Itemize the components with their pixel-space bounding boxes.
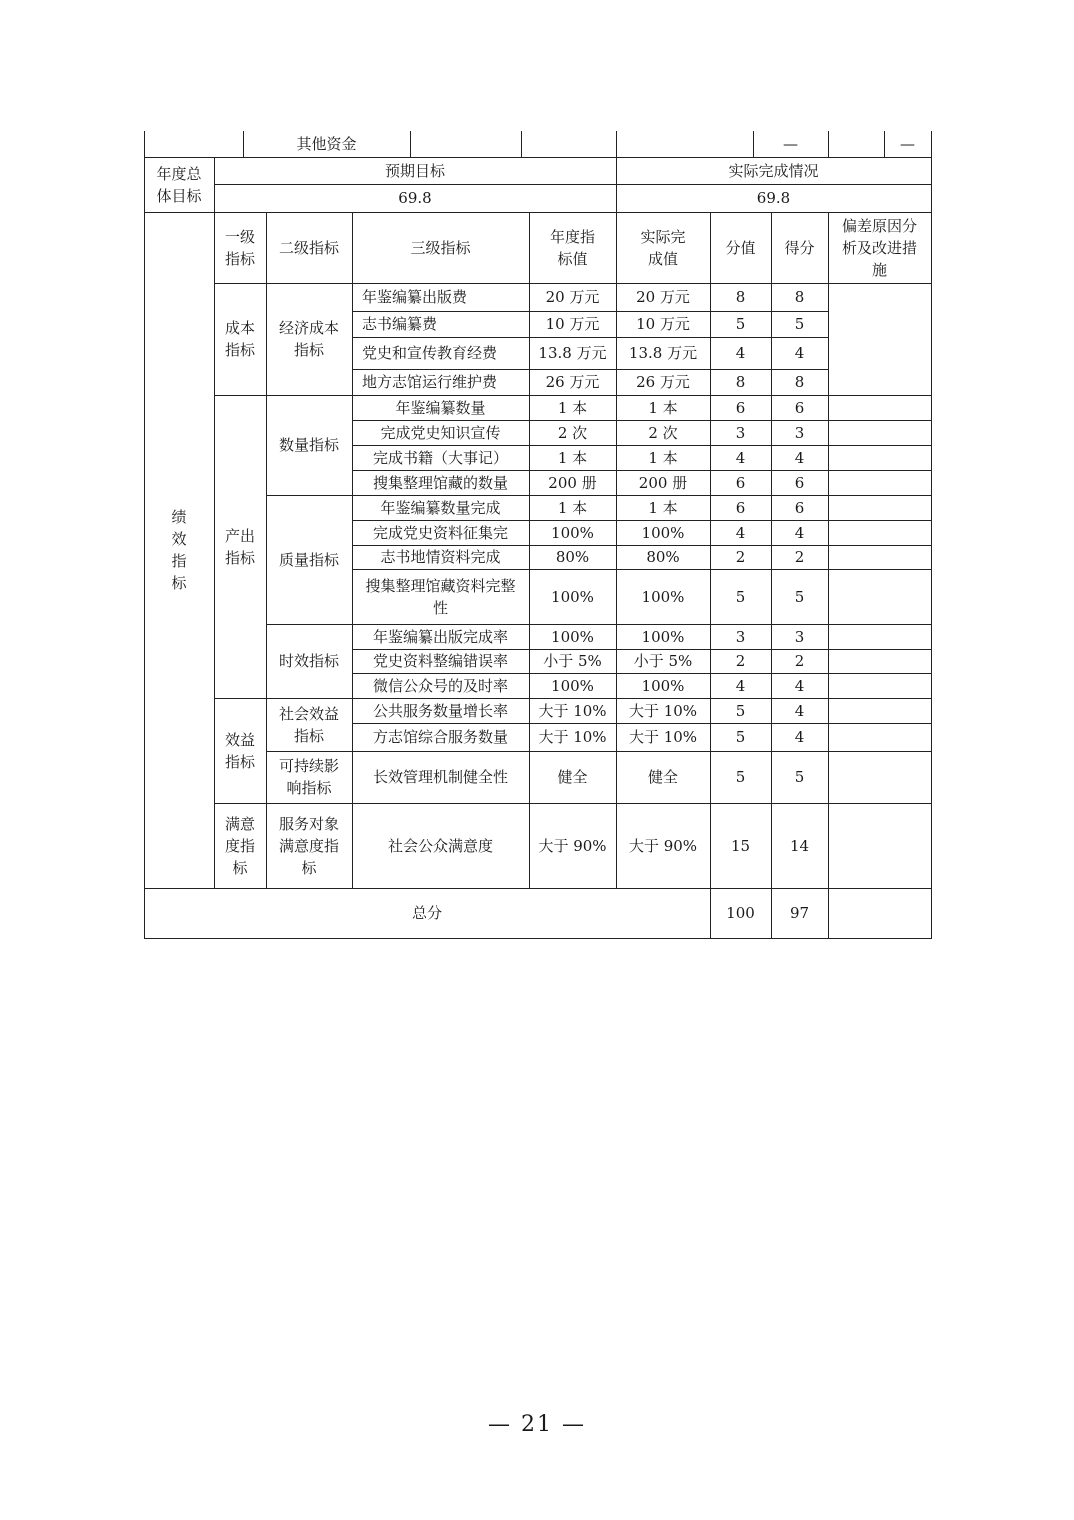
indicator-actual: 1 本 — [648, 448, 678, 467]
indicator-score: 5 — [794, 768, 805, 786]
indicator-score: 14 — [789, 836, 810, 855]
indicator-name: 社会公众满意度 — [387, 836, 493, 855]
indicator-name: 志书地情资料完成 — [380, 548, 501, 566]
indicator-score: 8 — [794, 373, 805, 391]
table-rule — [144, 938, 932, 939]
indicator-score: 4 — [794, 701, 805, 720]
indicator-points: 8 — [735, 288, 746, 306]
indicator-target: 大于 10% — [538, 728, 607, 746]
indicator-score: 4 — [794, 448, 805, 467]
level2-service — [266, 803, 352, 888]
indicator-target: 1 本 — [557, 448, 588, 467]
header-target — [529, 212, 616, 283]
indicator-name: 微信公众号的及时率 — [372, 676, 508, 695]
indicator-target: 1 本 — [557, 398, 588, 417]
table-rule — [828, 283, 932, 284]
indicator-points: 2 — [735, 652, 746, 670]
indicator-points: 2 — [735, 548, 746, 566]
indicator-points: 4 — [735, 523, 746, 542]
table-rule — [828, 131, 829, 158]
header-actual-text: 实际完成值 — [640, 227, 686, 268]
indicator-points: 5 — [735, 587, 746, 606]
indicator-points: 15 — [730, 836, 751, 855]
level2-quality: 质量指标 — [278, 550, 339, 569]
table-rule — [144, 131, 145, 158]
header-score: 得分 — [784, 238, 815, 257]
actual-goal-value: 69.8 — [756, 189, 791, 207]
level2-service-text: 服务对象满意度指标 — [278, 814, 339, 877]
indicator-target: 200 册 — [548, 473, 597, 492]
indicator-points: 4 — [735, 676, 746, 695]
header-level1-text: 一级指标 — [224, 227, 255, 268]
indicator-target: 100% — [551, 676, 594, 695]
indicator-name-text: 搜集整理馆藏资料完整性 — [365, 576, 516, 617]
indicator-target: 26 万元 — [545, 373, 600, 391]
perf-indicator-label-text: 绩效指标 — [171, 508, 187, 592]
indicator-name: 党史和宣传教育经费 — [362, 344, 498, 362]
indicator-target: 1 本 — [557, 498, 588, 517]
indicator-actual: 大于 10% — [628, 728, 698, 746]
level1-satisfaction — [214, 803, 266, 888]
page-number: — 21 — — [488, 1412, 586, 1437]
indicator-name: 地方志馆运行维护费 — [362, 373, 498, 391]
level2-sustain — [266, 751, 352, 803]
indicator-target: 13.8 万元 — [538, 344, 607, 362]
header-points: 分值 — [725, 238, 756, 257]
indicator-target: 健全 — [557, 768, 588, 786]
indicator-actual: 健全 — [647, 768, 678, 786]
header-deviation — [828, 212, 931, 283]
indicator-actual: 大于 10% — [628, 701, 698, 720]
annual-goal-label-text: 年度总体目标 — [156, 164, 202, 205]
indicator-points: 8 — [735, 373, 746, 391]
indicator-name: 长效管理机制健全性 — [372, 768, 508, 786]
indicator-points: 5 — [735, 768, 746, 786]
indicator-target: 小于 5% — [543, 652, 602, 670]
table-rule — [616, 131, 617, 158]
dash-cell: — — [900, 135, 915, 153]
indicator-points: 3 — [735, 627, 746, 646]
indicator-name: 志书编纂费 — [362, 315, 438, 333]
expected-goal-value: 69.8 — [398, 189, 432, 207]
level1-cost-text: 成本指标 — [224, 319, 255, 359]
perf-indicator-label — [144, 212, 214, 888]
indicator-points: 3 — [735, 423, 746, 442]
indicator-target: 100% — [551, 627, 594, 646]
indicator-score: 4 — [794, 344, 805, 362]
indicator-name: 完成党史资料征集完 — [372, 523, 508, 542]
indicator-name: 搜集整理馆藏的数量 — [372, 473, 508, 492]
indicator-points: 6 — [735, 473, 746, 492]
level1-output — [214, 395, 266, 698]
indicator-actual: 100% — [641, 587, 685, 606]
level1-benefit — [214, 698, 266, 803]
indicator-actual: 13.8 万元 — [628, 344, 698, 362]
level2-timeliness: 时效指标 — [278, 652, 339, 670]
level1-benefit-text: 效益指标 — [224, 730, 255, 771]
total-score: 97 — [789, 904, 810, 922]
dash-cell: — — [783, 135, 798, 153]
level2-econ-cost — [266, 283, 352, 395]
indicator-actual: 大于 90% — [628, 836, 698, 855]
indicator-score: 2 — [794, 652, 805, 670]
indicator-score: 5 — [794, 315, 805, 333]
indicator-actual: 1 本 — [648, 498, 678, 517]
total-label: 总分 — [411, 904, 442, 922]
indicator-name: 完成党史知识宣传 — [380, 423, 501, 442]
indicator-name: 党史资料整编错误率 — [372, 652, 508, 670]
indicator-actual: 100% — [641, 676, 685, 695]
indicator-points: 4 — [735, 448, 746, 467]
table-rule — [828, 888, 829, 939]
expected-goal-header: 预期目标 — [384, 161, 445, 180]
indicator-points: 5 — [735, 728, 746, 746]
indicator-name: 完成书籍（大事记） — [372, 448, 508, 467]
indicator-score: 6 — [794, 398, 805, 417]
indicator-points: 5 — [735, 315, 746, 333]
indicator-score: 8 — [794, 288, 805, 306]
indicator-actual: 2 次 — [648, 423, 678, 442]
level1-output-text: 产出指标 — [224, 526, 255, 567]
indicator-actual: 100% — [641, 627, 685, 646]
indicator-score: 5 — [794, 587, 805, 606]
level2-sustain-text: 可持续影响指标 — [278, 757, 339, 797]
indicator-score: 2 — [794, 548, 805, 566]
indicator-name: 公共服务数量增长率 — [372, 701, 508, 720]
indicator-actual: 200 册 — [638, 473, 688, 492]
indicator-name: 年鉴编纂出版费 — [362, 288, 468, 306]
indicator-target: 10 万元 — [545, 315, 600, 333]
header-level3: 三级指标 — [410, 238, 471, 257]
table-rule — [828, 212, 829, 889]
level1-cost — [214, 283, 266, 395]
indicator-score: 3 — [794, 627, 805, 646]
level2-social-text: 社会效益指标 — [278, 704, 339, 745]
indicator-name — [352, 569, 529, 624]
indicator-name: 方志馆综合服务数量 — [372, 728, 508, 746]
level2-econ-cost-text: 经济成本指标 — [278, 319, 339, 359]
indicator-actual: 10 万元 — [636, 315, 690, 333]
indicator-actual: 1 本 — [648, 398, 678, 417]
actual-status-header: 实际完成情况 — [728, 161, 819, 180]
indicator-score: 4 — [794, 728, 805, 746]
indicator-target: 20 万元 — [545, 288, 600, 306]
indicator-target: 100% — [551, 523, 594, 542]
indicator-name: 年鉴编纂出版完成率 — [372, 627, 508, 646]
other-funds-label: 其他资金 — [296, 135, 357, 153]
total-points: 100 — [726, 904, 755, 922]
indicator-name: 年鉴编纂数量 — [395, 398, 486, 417]
header-target-text: 年度指标值 — [549, 227, 595, 268]
header-deviation-text: 偏差原因分析及改进措施 — [841, 216, 917, 279]
indicator-name: 年鉴编纂数量完成 — [380, 498, 501, 517]
indicator-points: 5 — [735, 701, 746, 720]
table-rule — [931, 212, 932, 939]
indicator-actual: 80% — [646, 548, 680, 566]
indicator-target: 80% — [555, 548, 590, 566]
header-actual — [616, 212, 710, 283]
indicator-score: 3 — [794, 423, 805, 442]
indicator-points: 4 — [735, 344, 746, 362]
indicator-score: 4 — [794, 676, 805, 695]
indicator-points: 6 — [735, 498, 746, 517]
indicator-actual: 26 万元 — [636, 373, 690, 391]
table-rule — [931, 157, 932, 213]
table-rule — [828, 395, 932, 396]
indicator-score: 4 — [794, 523, 805, 542]
header-level1 — [214, 212, 266, 283]
header-level2: 二级指标 — [278, 238, 339, 257]
annual-goal-label — [144, 157, 214, 212]
indicator-target: 100% — [551, 587, 594, 606]
indicator-score: 6 — [794, 473, 805, 492]
table-rule — [521, 131, 522, 158]
indicator-target: 大于 10% — [538, 701, 607, 720]
level1-satisfaction-text: 满意度指标 — [224, 814, 255, 877]
indicator-target: 2 次 — [557, 423, 588, 442]
table-rule — [410, 131, 411, 158]
indicator-target: 大于 90% — [538, 836, 607, 855]
indicator-score: 6 — [794, 498, 805, 517]
indicator-actual: 100% — [641, 523, 685, 542]
table-rule — [931, 131, 932, 158]
indicator-actual: 小于 5% — [633, 652, 693, 670]
level2-social — [266, 698, 352, 751]
level2-quantity: 数量指标 — [278, 436, 339, 454]
indicator-actual: 20 万元 — [636, 288, 690, 306]
indicator-points: 6 — [735, 398, 746, 417]
